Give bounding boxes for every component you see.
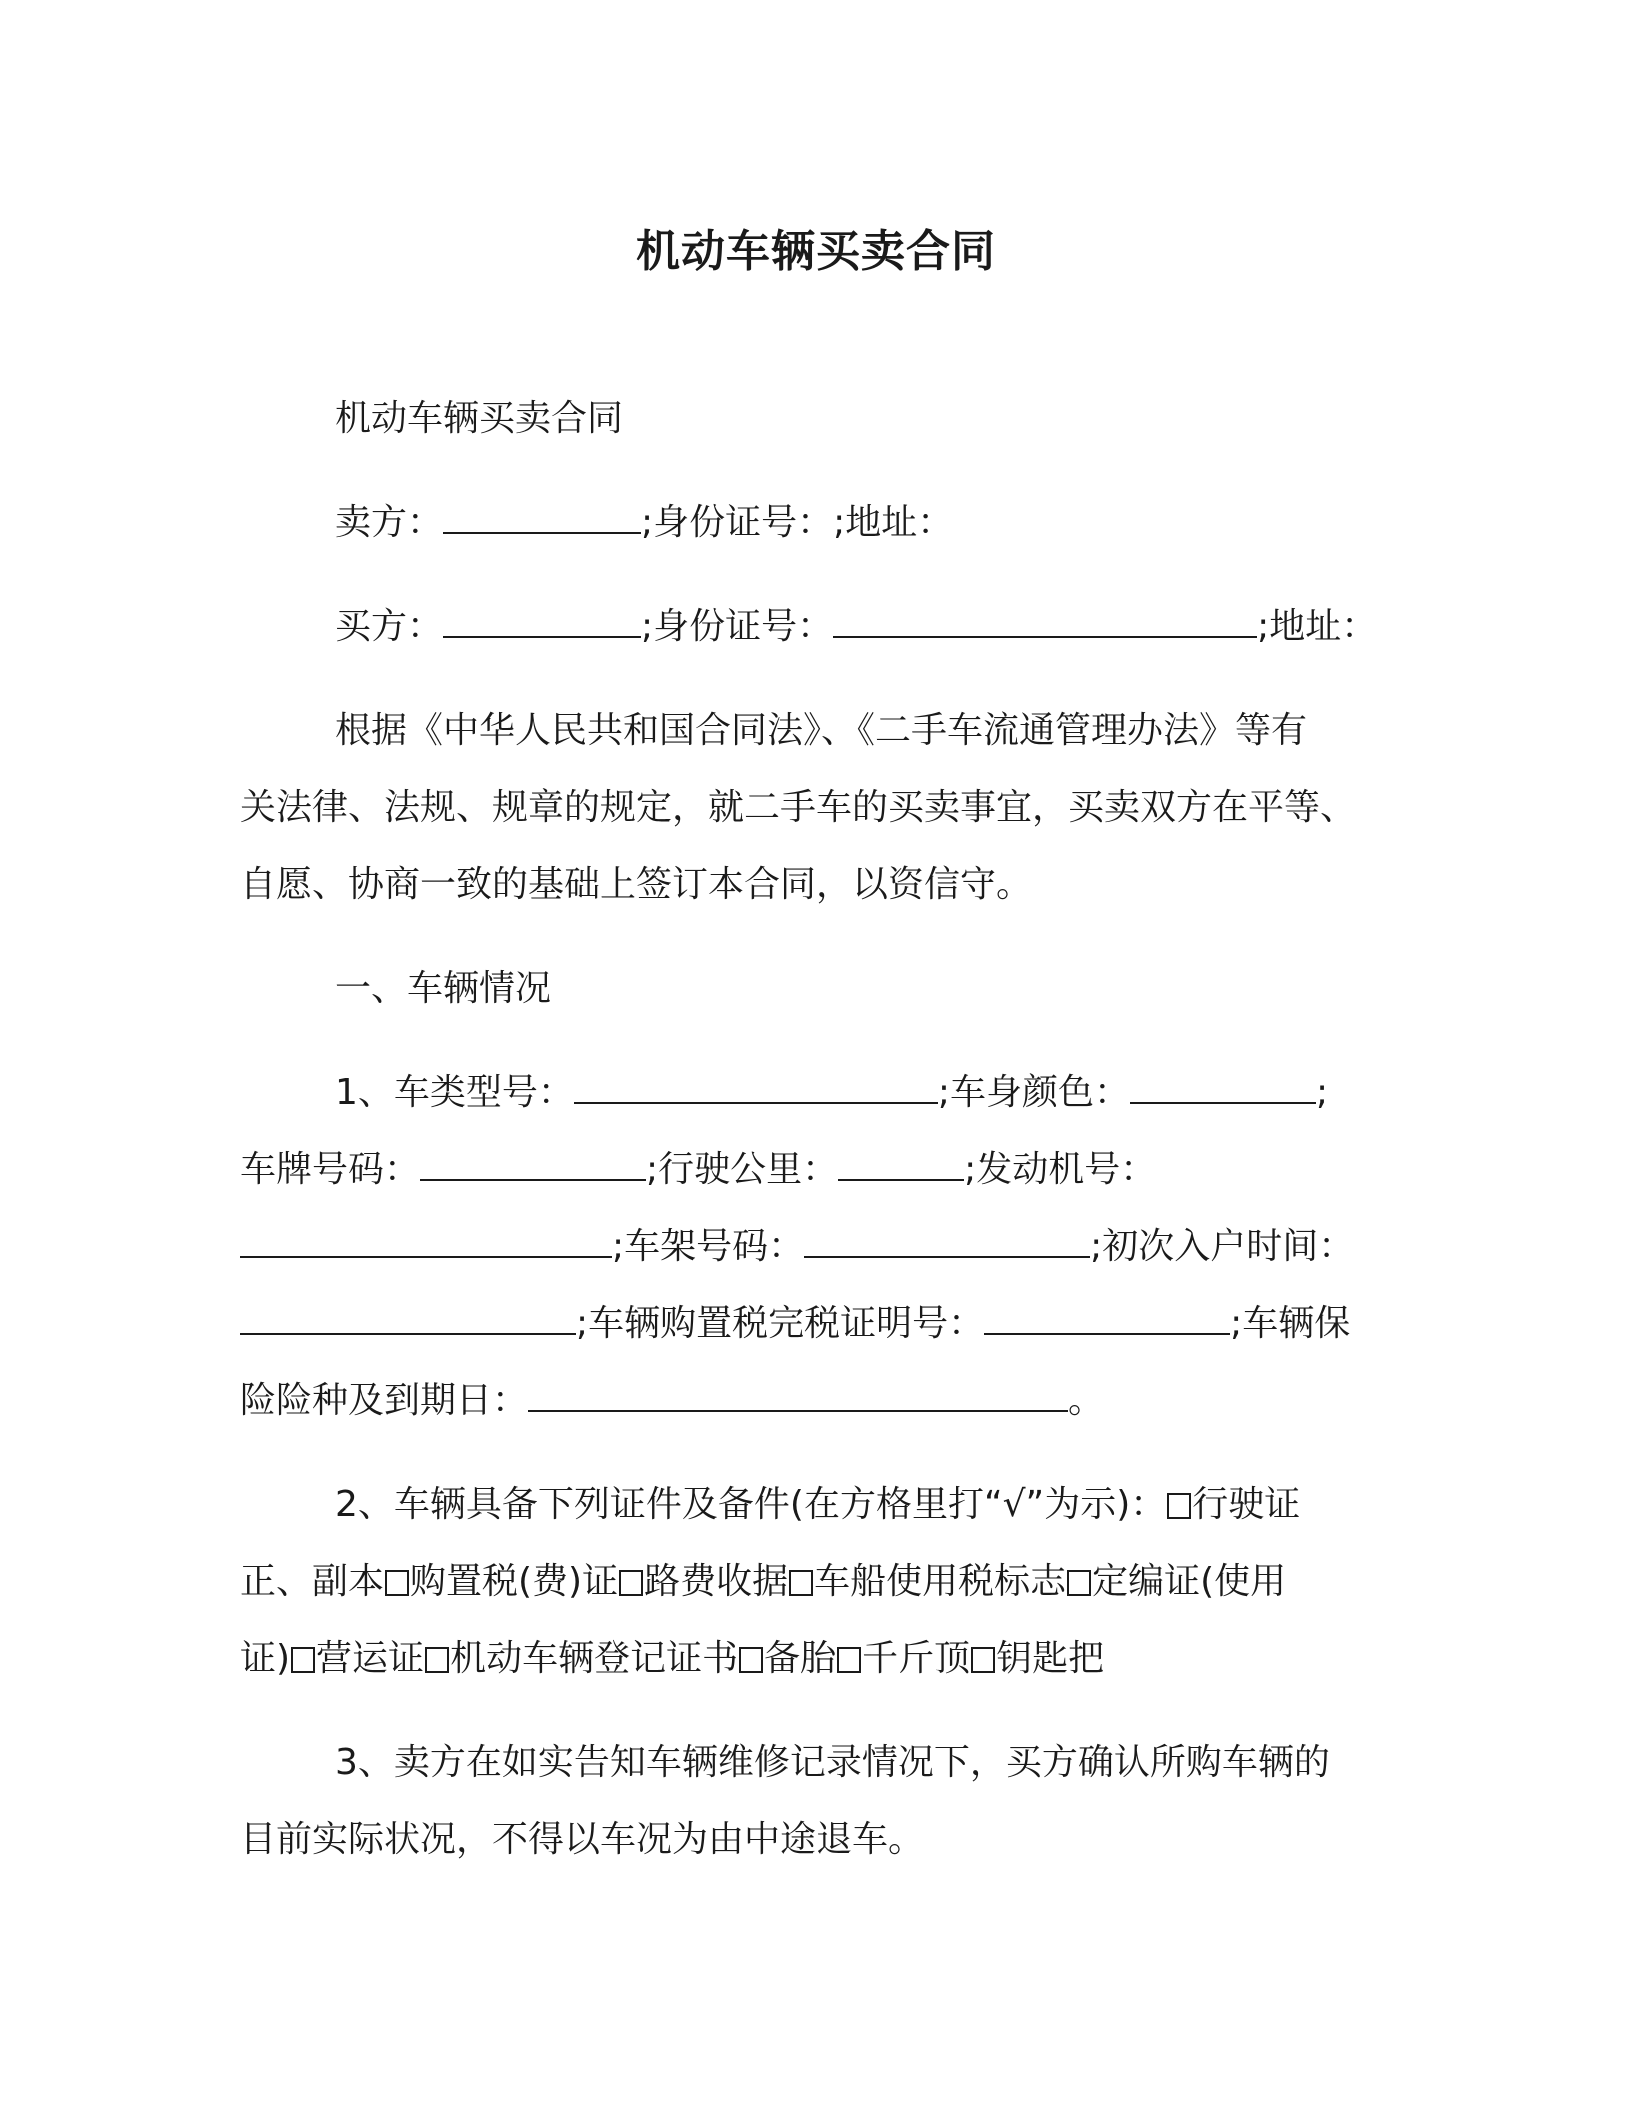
engine-blank xyxy=(240,1228,612,1258)
doc-label: 机动车辆登记证书 xyxy=(450,1638,739,1679)
color-blank xyxy=(1130,1074,1316,1104)
period: 。 xyxy=(1068,1380,1105,1421)
preamble-paragraph xyxy=(240,692,1390,923)
item-1-paragraph xyxy=(240,1054,1390,1439)
doc-label: 营运证 xyxy=(316,1638,425,1679)
item-1-line-4 xyxy=(240,1285,1390,1362)
mileage-blank xyxy=(838,1151,964,1181)
document-body xyxy=(240,380,1390,1905)
checkbox-icon[interactable] xyxy=(971,1647,995,1673)
register-label: ;初次入户时间： xyxy=(1090,1226,1355,1267)
insurance-label-a: ;车辆保 xyxy=(1230,1303,1351,1344)
doc-label: 路费收据 xyxy=(644,1561,789,1602)
doc-label: 正、副本 xyxy=(240,1561,385,1602)
contract-subtitle: 机动车辆买卖合同 xyxy=(335,398,624,439)
checkbox-icon[interactable] xyxy=(1167,1493,1191,1519)
section-heading-vehicle: 一、车辆情况 xyxy=(335,968,552,1009)
checkbox-icon[interactable] xyxy=(425,1647,449,1673)
doc-label: 行驶证 xyxy=(1192,1484,1301,1525)
frame-blank xyxy=(804,1228,1090,1258)
document-title: 机动车辆买卖合同 xyxy=(636,226,996,277)
frame-label: ;车架号码： xyxy=(612,1226,805,1267)
item-2-line-3 xyxy=(240,1620,1390,1697)
item-1-line-2 xyxy=(240,1131,1390,1208)
doc-label: 证) xyxy=(240,1638,291,1679)
item-1-line-5 xyxy=(240,1362,1390,1439)
buyer-id-label: ;身份证号： xyxy=(641,606,834,647)
checkbox-icon[interactable] xyxy=(619,1570,643,1596)
checkbox-icon[interactable] xyxy=(291,1647,315,1673)
buyer-id-blank xyxy=(833,608,1257,638)
seller-label: 卖方： xyxy=(335,502,444,543)
doc-label: 购置税(费)证 xyxy=(410,1561,619,1602)
buyer-name-blank xyxy=(443,608,641,638)
mileage-label: ;行驶公里： xyxy=(646,1149,839,1190)
model-label: 1、车类型号： xyxy=(335,1072,574,1113)
doc-label: 钥匙把 xyxy=(996,1638,1105,1679)
checkbox-icon[interactable] xyxy=(837,1647,861,1673)
doc-label: 车船使用税标志 xyxy=(814,1561,1067,1602)
checkbox-icon[interactable] xyxy=(1067,1570,1091,1596)
item-3-paragraph xyxy=(240,1724,1390,1878)
doc-label: 备胎 xyxy=(764,1638,837,1679)
item-1-line-1 xyxy=(240,1054,1390,1131)
buyer-line xyxy=(240,588,1390,665)
seller-name-blank xyxy=(443,504,641,534)
doc-label: 千斤顶 xyxy=(862,1638,971,1679)
buyer-label: 买方： xyxy=(335,606,444,647)
item-3-line-2: 目前实际状况，不得以车况为由中途退车。 xyxy=(240,1819,925,1860)
tax-label: ;车辆购置税完税证明号： xyxy=(576,1303,985,1344)
item-1-line-3 xyxy=(240,1208,1390,1285)
semicolon: ; xyxy=(1316,1072,1329,1113)
insurance-blank xyxy=(528,1382,1068,1412)
engine-label: ;发动机号： xyxy=(964,1149,1157,1190)
plate-blank xyxy=(420,1151,646,1181)
checkbox-icon[interactable] xyxy=(789,1570,813,1596)
insurance-label-b: 险险种及到期日： xyxy=(240,1380,529,1421)
seller-address-label: ;地址： xyxy=(833,502,954,543)
preamble-line-2: 关法律、法规、规章的规定，就二手车的买卖事宜，买卖双方在平等、 xyxy=(240,787,1357,828)
color-label: ;车身颜色： xyxy=(937,1072,1131,1113)
model-blank xyxy=(574,1074,938,1104)
item-2-intro: 2、车辆具备下列证件及备件(在方格里打“√”为示)： xyxy=(335,1484,1167,1525)
plate-label: 车牌号码： xyxy=(240,1149,421,1190)
item-3-line-1: 3、卖方在如实告知车辆维修记录情况下，买方确认所购车辆的 xyxy=(335,1742,1330,1783)
checkbox-icon[interactable] xyxy=(739,1647,763,1673)
seller-id-label: ;身份证号： xyxy=(641,502,834,543)
seller-line xyxy=(240,484,1390,561)
checkbox-icon[interactable] xyxy=(385,1570,409,1596)
item-2-line-1 xyxy=(240,1466,1390,1543)
preamble-line-1: 根据《中华人民共和国合同法》、《二手车流通管理办法》等有 xyxy=(335,710,1308,751)
item-2-line-2 xyxy=(240,1543,1390,1620)
item-2-paragraph xyxy=(240,1466,1390,1697)
doc-label: 定编证(使用 xyxy=(1092,1561,1287,1602)
tax-blank xyxy=(984,1305,1230,1335)
buyer-address-label: ;地址： xyxy=(1257,606,1378,647)
preamble-line-3: 自愿、协商一致的基础上签订本合同，以资信守。 xyxy=(240,864,1033,905)
register-blank xyxy=(240,1305,576,1335)
